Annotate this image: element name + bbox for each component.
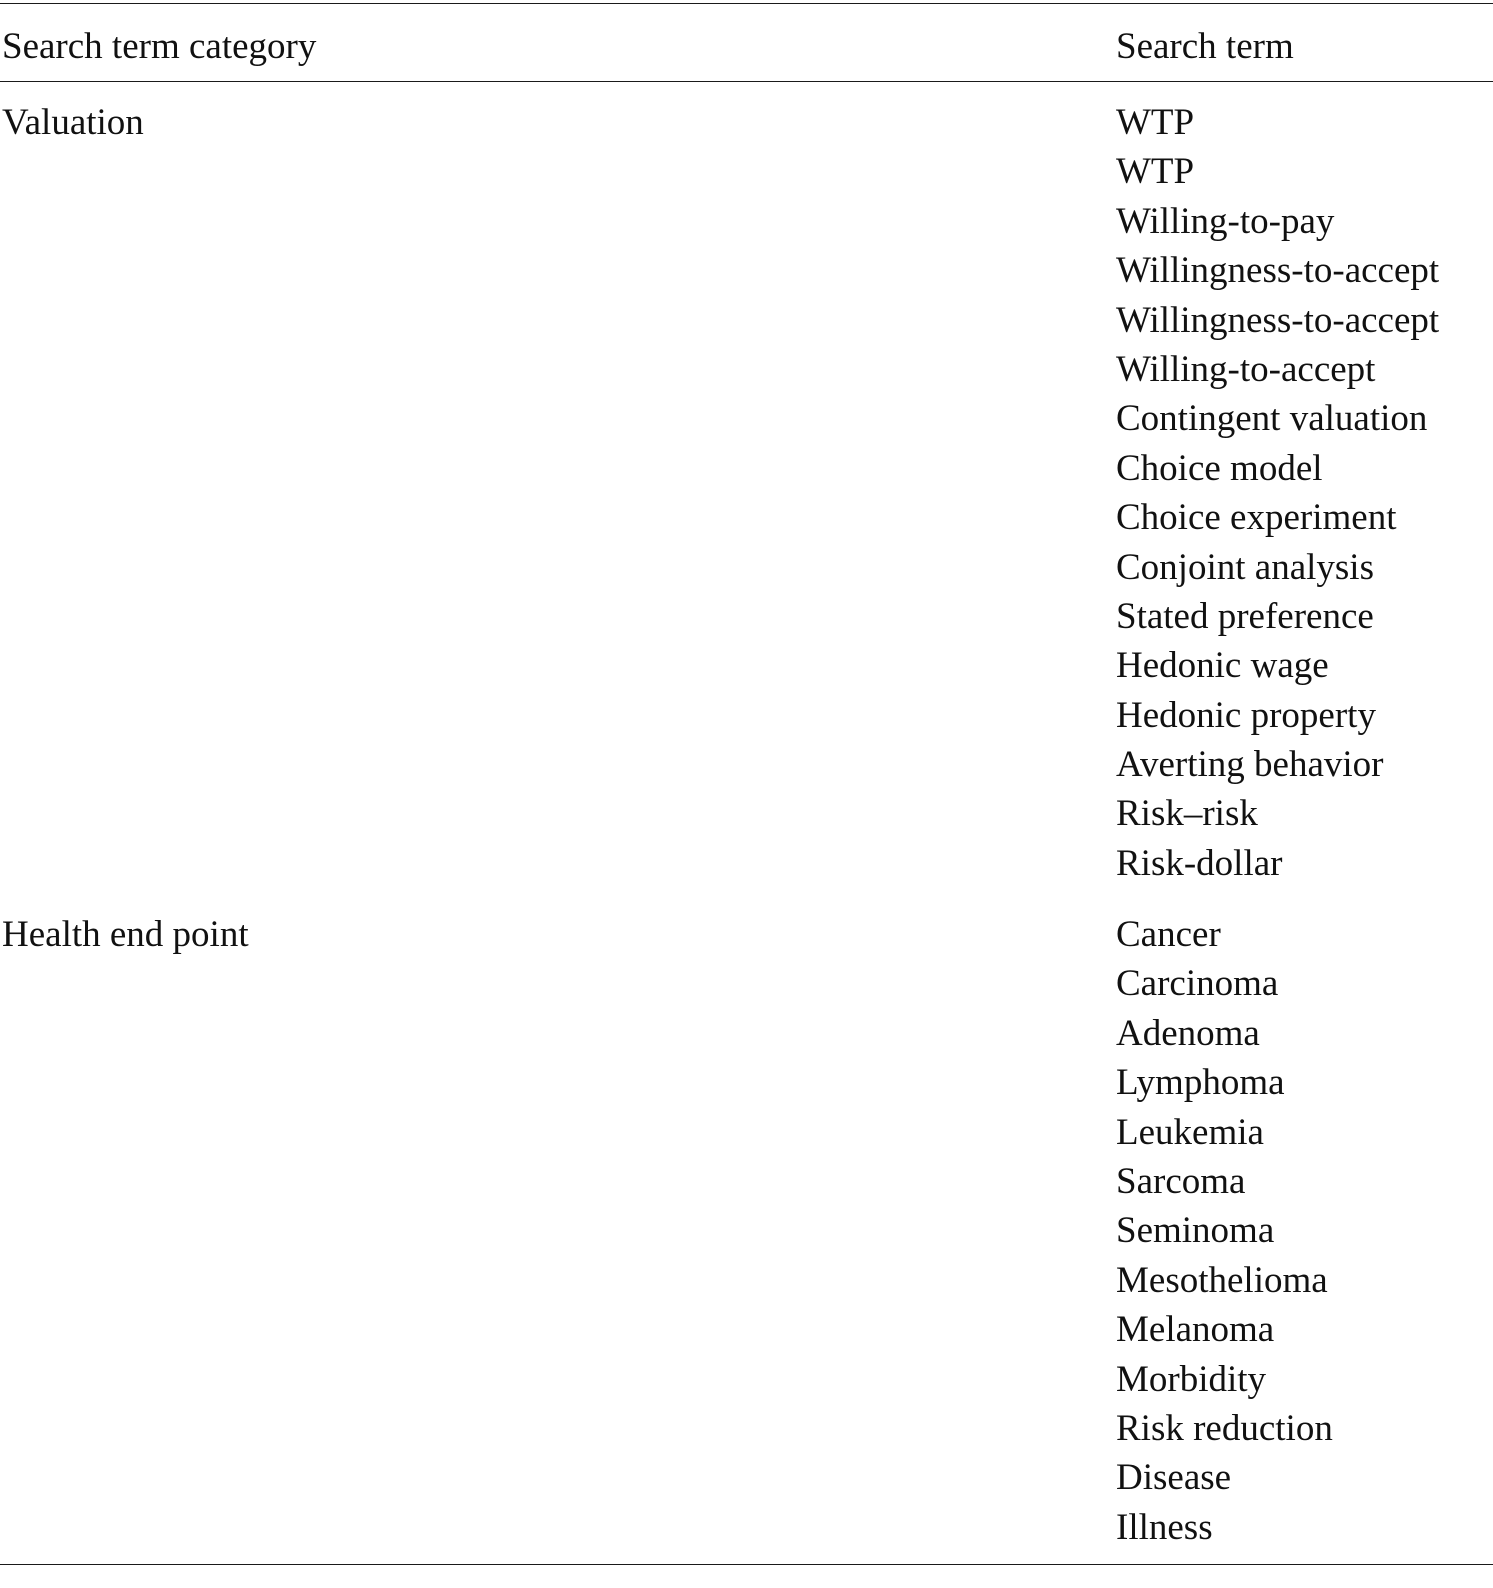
term-item: Contingent valuation [1116, 398, 1428, 440]
term-item: Willing-to-pay [1116, 200, 1335, 242]
table-top-rule [0, 3, 1493, 4]
category-health-end-point: Health end point [2, 914, 249, 955]
term-item: Morbidity [1116, 1358, 1267, 1400]
term-item: WTP [1116, 151, 1195, 193]
term-item: Choice experiment [1116, 497, 1397, 539]
term-item: Risk–risk [1116, 793, 1258, 835]
valuation-term-list [1116, 98, 1439, 888]
term-item: Illness [1116, 1506, 1213, 1548]
term-item: Sarcoma [1116, 1160, 1246, 1202]
term-item: Willingness-to-accept [1116, 299, 1440, 341]
term-item: Averting behavior [1116, 744, 1384, 786]
header-search-term-category: Search term category [2, 26, 317, 67]
term-item: Willingness-to-accept [1116, 250, 1440, 292]
term-item: Melanoma [1116, 1309, 1275, 1351]
header-rule [0, 81, 1493, 82]
term-item: Hedonic property [1116, 694, 1376, 736]
term-item: Seminoma [1116, 1210, 1275, 1252]
table-bottom-rule [0, 1564, 1493, 1565]
term-item: Carcinoma [1116, 963, 1279, 1005]
term-item: Willing-to-accept [1116, 348, 1376, 390]
health-end-point-term-list [1116, 910, 1333, 1552]
category-valuation: Valuation [2, 102, 144, 143]
term-item: Leukemia [1116, 1111, 1264, 1153]
term-item: Adenoma [1116, 1012, 1260, 1054]
header-search-term: Search term [1116, 26, 1294, 67]
term-item: Cancer [1116, 914, 1221, 955]
term-item: Risk-dollar [1116, 842, 1283, 884]
term-item: Choice model [1116, 447, 1323, 489]
term-item: Conjoint analysis [1116, 546, 1374, 588]
term-item: Stated preference [1116, 595, 1374, 637]
term-item: Mesothelioma [1116, 1259, 1328, 1301]
term-item: WTP [1116, 102, 1195, 143]
term-item: Lymphoma [1116, 1062, 1285, 1104]
term-item: Risk reduction [1116, 1407, 1333, 1449]
term-item: Disease [1116, 1457, 1232, 1499]
term-item: Hedonic wage [1116, 645, 1329, 687]
